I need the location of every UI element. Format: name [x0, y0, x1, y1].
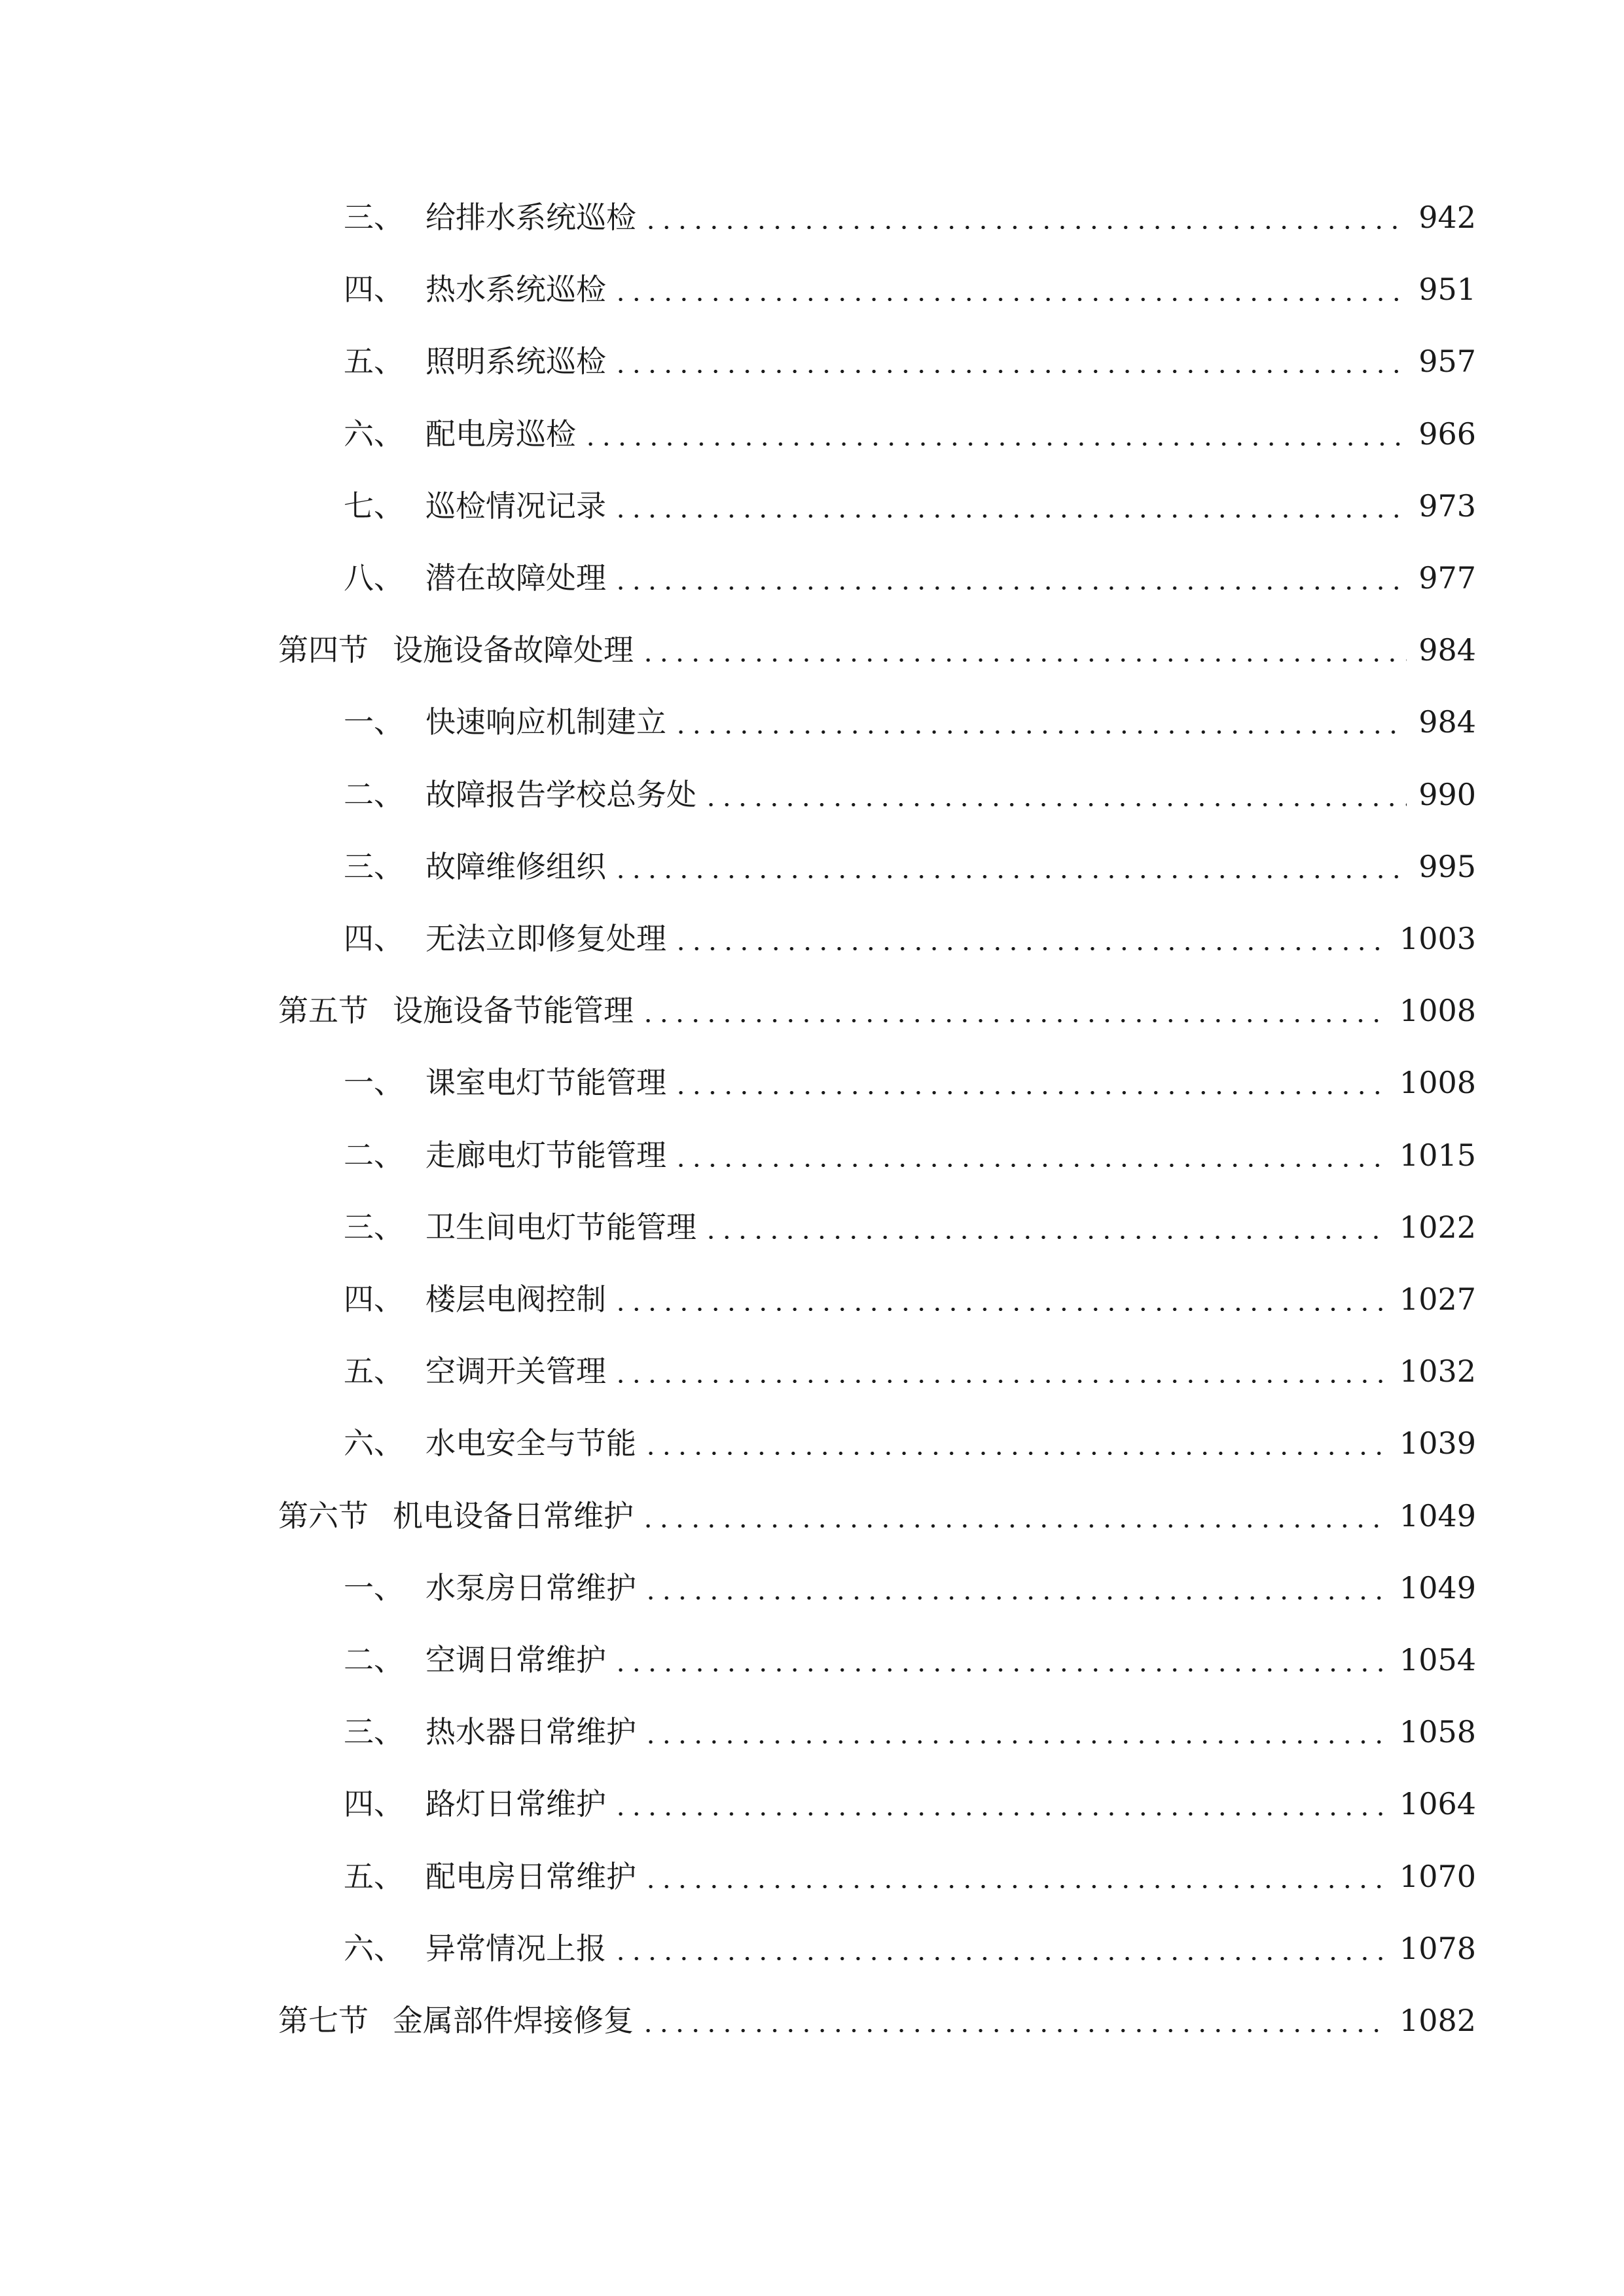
toc-entry-title: 楼层电阀控制: [425, 1282, 606, 1317]
toc-page-number: 1008: [1399, 993, 1476, 1029]
toc-item-entry[interactable]: [0, 1562, 1624, 1614]
toc-page-number: 1027: [1399, 1282, 1476, 1317]
toc-dot-leader: [638, 1994, 1388, 2047]
toc-entry-number: 第五节: [278, 993, 369, 1029]
toc-entry-number: 四、: [344, 921, 404, 956]
toc-entry-title: 机电设备日常维护: [393, 1498, 634, 1534]
toc-entry-number: 七、: [344, 488, 404, 524]
toc-entry-title: 设施设备节能管理: [393, 993, 634, 1029]
toc-page-number: 984: [1418, 704, 1476, 740]
toc-entry-title: 课室电灯节能管理: [425, 1065, 666, 1101]
toc-item-entry[interactable]: [0, 1922, 1624, 1975]
toc-entry-title: 快速响应机制建立: [425, 704, 666, 740]
toc-dot-leader: [640, 1417, 1388, 1469]
toc-page-number: 1039: [1399, 1426, 1476, 1462]
toc-item-entry[interactable]: [0, 1056, 1624, 1109]
toc-entry-title: 空调日常维护: [425, 1642, 606, 1677]
toc-entry-title: 设施设备故障处理: [393, 632, 634, 668]
toc-page-number: 1032: [1399, 1354, 1476, 1390]
toc-page-number: 1064: [1399, 1786, 1476, 1822]
toc-dot-leader: [610, 1922, 1388, 1975]
toc-entry-number: 六、: [344, 1426, 404, 1462]
toc-dot-leader: [610, 1273, 1388, 1325]
toc-page-number: 1082: [1399, 2003, 1476, 2038]
toc-item-entry[interactable]: [0, 335, 1624, 387]
toc-entry-number: 三、: [344, 1209, 404, 1245]
toc-entry-number: 八、: [344, 560, 404, 596]
toc-page-number: 1008: [1399, 1065, 1476, 1101]
toc-page-number: 990: [1418, 776, 1476, 812]
toc-item-entry[interactable]: [0, 1634, 1624, 1686]
toc-entry-number: 五、: [344, 344, 404, 380]
toc-entry-title: 给排水系统巡检: [425, 200, 636, 235]
toc-entry-number: 五、: [344, 1354, 404, 1390]
toc-dot-leader: [610, 840, 1407, 893]
toc-entry-number: 四、: [344, 1786, 404, 1822]
toc-page-number: 942: [1418, 200, 1476, 235]
toc-item-entry[interactable]: [0, 696, 1624, 748]
toc-entry-title: 空调开关管理: [425, 1354, 606, 1390]
toc-section-entry[interactable]: [0, 624, 1624, 676]
toc-page-number: 995: [1418, 848, 1476, 884]
toc-dot-leader: [700, 768, 1407, 821]
toc-entry-number: 第六节: [278, 1498, 369, 1534]
toc-item-entry[interactable]: [0, 552, 1624, 604]
toc-page-number: 1049: [1399, 1570, 1476, 1605]
toc-dot-leader: [640, 191, 1407, 243]
toc-entry-title: 热水系统巡检: [425, 272, 606, 308]
toc-section-entry[interactable]: [0, 1994, 1624, 2047]
toc-dot-leader: [638, 1490, 1388, 1542]
toc-page-number: 1049: [1399, 1498, 1476, 1534]
toc-entry-title: 潜在故障处理: [425, 560, 606, 596]
toc-entry-number: 四、: [344, 272, 404, 308]
toc-entry-number: 六、: [344, 416, 404, 452]
toc-entry-title: 配电房巡检: [425, 416, 576, 452]
toc-item-entry[interactable]: [0, 1201, 1624, 1253]
toc-entry-number: 四、: [344, 1282, 404, 1317]
toc-entry-number: 五、: [344, 1858, 404, 1894]
toc-item-entry[interactable]: [0, 1778, 1624, 1830]
toc-item-entry[interactable]: [0, 480, 1624, 532]
toc-page-number: 1022: [1399, 1209, 1476, 1245]
toc-page-number: 984: [1418, 632, 1476, 668]
toc-dot-leader: [670, 912, 1388, 965]
toc-entry-title: 卫生间电灯节能管理: [425, 1209, 696, 1245]
toc-dot-leader: [670, 696, 1407, 748]
toc-entry-number: 二、: [344, 776, 404, 812]
toc-page-number: 966: [1418, 416, 1476, 452]
toc-entry-title: 故障维修组织: [425, 848, 606, 884]
toc-item-entry[interactable]: [0, 408, 1624, 460]
toc-entry-number: 二、: [344, 1137, 404, 1173]
toc-entry-title: 照明系统巡检: [425, 344, 606, 380]
toc-entry-number: 六、: [344, 1930, 404, 1966]
toc-item-entry[interactable]: [0, 1129, 1624, 1181]
toc-page-number: 1003: [1399, 921, 1476, 956]
toc-entry-number: 三、: [344, 1714, 404, 1750]
toc-item-entry[interactable]: [0, 1706, 1624, 1758]
toc-dot-leader: [610, 1634, 1388, 1686]
toc-item-entry[interactable]: [0, 263, 1624, 315]
toc-dot-leader: [640, 1706, 1388, 1758]
toc-item-entry[interactable]: [0, 768, 1624, 821]
toc-page-number: 1015: [1399, 1137, 1476, 1173]
toc-entry-number: 一、: [344, 704, 404, 740]
toc-item-entry[interactable]: [0, 912, 1624, 965]
toc-entry-title: 热水器日常维护: [425, 1714, 636, 1750]
toc-entry-title: 配电房日常维护: [425, 1858, 636, 1894]
toc-dot-leader: [638, 984, 1388, 1037]
toc-entry-title: 故障报告学校总务处: [425, 776, 696, 812]
toc-item-entry[interactable]: [0, 191, 1624, 243]
toc-dot-leader: [700, 1201, 1388, 1253]
toc-page-number: 951: [1418, 272, 1476, 308]
toc-dot-leader: [610, 1345, 1388, 1397]
toc-entry-title: 走廊电灯节能管理: [425, 1137, 666, 1173]
toc-page-number: 973: [1418, 488, 1476, 524]
toc-entry-number: 三、: [344, 848, 404, 884]
toc-dot-leader: [610, 552, 1407, 604]
toc-dot-leader: [670, 1129, 1388, 1181]
toc-item-entry[interactable]: [0, 1273, 1624, 1325]
toc-entry-number: 第七节: [278, 2003, 369, 2038]
toc-item-entry[interactable]: [0, 1850, 1624, 1903]
toc-dot-leader: [640, 1850, 1388, 1903]
toc-dot-leader: [640, 1562, 1388, 1614]
toc-entry-title: 金属部件焊接修复: [393, 2003, 634, 2038]
toc-entry-number: 第四节: [278, 632, 369, 668]
toc-entry-title: 水泵房日常维护: [425, 1570, 636, 1605]
toc-section-entry[interactable]: [0, 984, 1624, 1037]
toc-dot-leader: [670, 1056, 1388, 1109]
toc-dot-leader: [610, 335, 1407, 387]
toc-dot-leader: [580, 408, 1407, 460]
toc-page-number: 1078: [1399, 1930, 1476, 1966]
toc-dot-leader: [610, 263, 1407, 315]
toc-item-entry[interactable]: [0, 1417, 1624, 1469]
toc-entry-title: 巡检情况记录: [425, 488, 606, 524]
toc-entry-title: 水电安全与节能: [425, 1426, 636, 1462]
toc-page-number: 957: [1418, 344, 1476, 380]
toc-dot-leader: [610, 1778, 1388, 1830]
toc-section-entry[interactable]: [0, 1490, 1624, 1542]
toc-entry-number: 二、: [344, 1642, 404, 1677]
toc-entry-number: 三、: [344, 200, 404, 235]
toc-entry-title: 异常情况上报: [425, 1930, 606, 1966]
toc-page-number: 1054: [1399, 1642, 1476, 1677]
toc-entry-number: 一、: [344, 1570, 404, 1605]
toc-dot-leader: [610, 480, 1407, 532]
toc-page-number: 977: [1418, 560, 1476, 596]
toc-item-entry[interactable]: [0, 1345, 1624, 1397]
toc-entry-title: 无法立即修复处理: [425, 921, 666, 956]
toc-entry-title: 路灯日常维护: [425, 1786, 606, 1822]
toc-dot-leader: [638, 624, 1407, 676]
toc-item-entry[interactable]: [0, 840, 1624, 893]
toc-entry-number: 一、: [344, 1065, 404, 1101]
toc-page-number: 1070: [1399, 1858, 1476, 1894]
toc-page-number: 1058: [1399, 1714, 1476, 1750]
